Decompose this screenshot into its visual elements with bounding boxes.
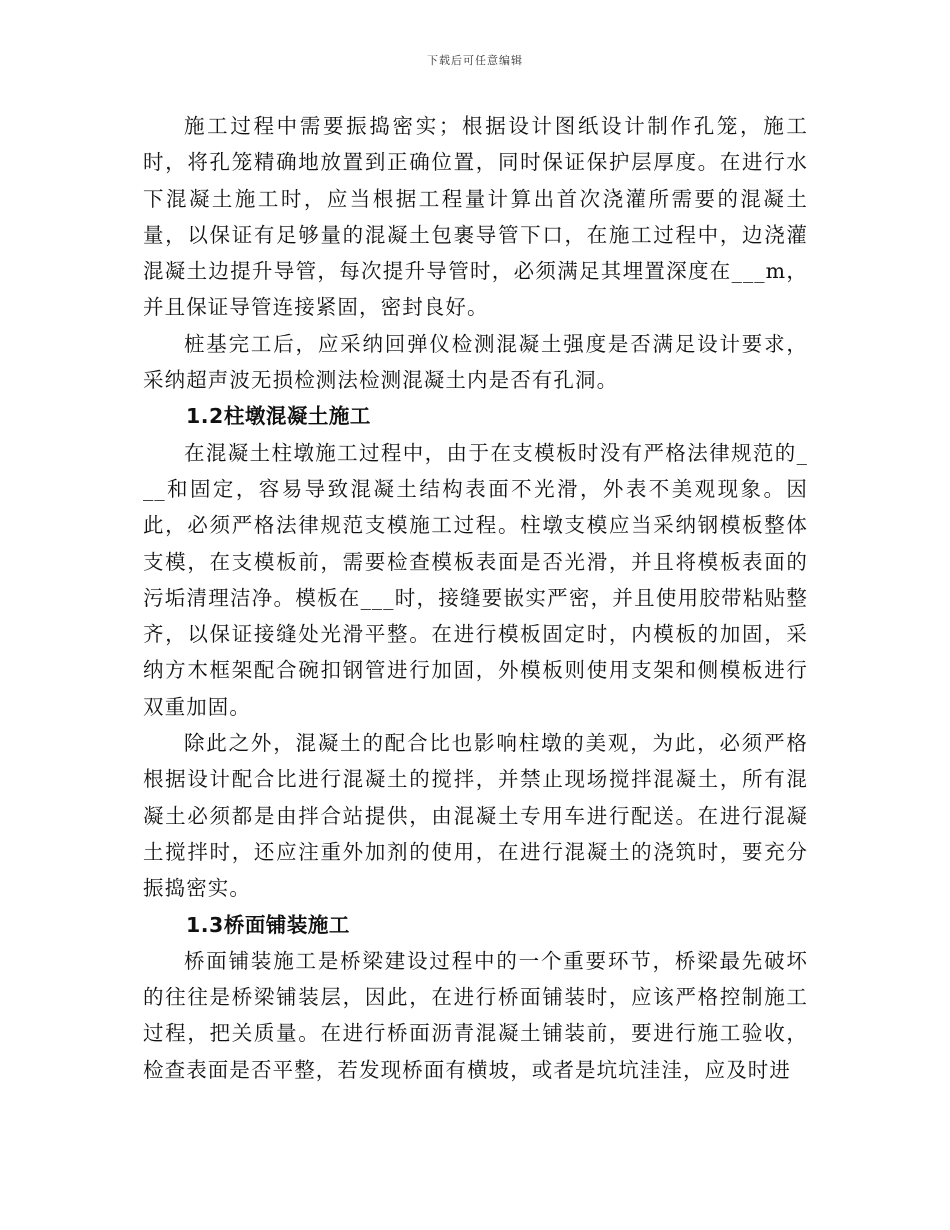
- page-header: 下载后可任意编辑: [427, 54, 523, 67]
- document-body: [143, 108, 808, 1088]
- paragraph-deck-paving: 桥面铺装施工是桥梁建设过程中的一个重要环节，桥梁最先破坏的往往是桥梁铺装层，因此，在进行桥面铺装时，应该严格控制施工过程，把关质量。在进行桥面沥青混凝土铺装前，要进行施工验收，检查表面是否平整，若发现桥面有横坡，或者是坑坑洼洼，应及时进: [143, 948, 808, 1082]
- paragraph-pile-inspection: 桩基完工后，应采纳回弹仪检测混凝土强度是否满足设计要求，采纳超声波无损检测法检测混凝土内是否有孔洞。: [143, 331, 808, 393]
- section-heading-pier-concrete: 1.2柱墩混凝土施工: [186, 404, 371, 429]
- section-heading-deck-paving: 1.3桥面铺装施工: [186, 912, 350, 937]
- paragraph-mix-ratio: 除此之外，混凝土的配合比也影响柱墩的美观，为此，必须严格根据设计配合比进行混凝土的搅拌，并禁止现场搅拌混凝土，所有混凝土必须都是由拌合站提供，由混凝土专用车进行配送。在进行混凝土搅拌时，还应注重外加剂的使用，在进行混凝土的浇筑时，要充分振捣密实。: [143, 731, 808, 901]
- paragraph-drilled-pile-pouring: 施工过程中需要振捣密实；根据设计图纸设计制作孔笼，施工时，将孔笼精确地放置到正确位置，同时保证保护层厚度。在进行水下混凝土施工时，应当根据工程量计算出首次浇灌所需要的混凝土量，以保证有足够量的混凝土包裹导管下口，在施工过程中，边浇灌混凝土边提升导管，每次提升导管时，必须满足其埋置深度在___m，并且保证导管连接紧固，密封良好。: [143, 114, 808, 320]
- paragraph-pier-formwork: 在混凝土柱墩施工过程中，由于在支模板时没有严格法律规范的___和固定，容易导致混凝土结构表面不光滑，外表不美观现象。因此，必须严格法律规范支模施工过程。柱墩支模应当采纳钢模板整体支模，在支模板前，需要检查模板表面是否光滑，并且将模板表面的污垢清理洁净。模板在___时，接缝要嵌实严密，并且使用胶带粘贴整齐，以保证接缝处光滑平整。在进行模板固定时，内模板的加固，采纳方木框架配合碗扣钢管进行加固，外模板则使用支架和侧模板进行双重加固。: [143, 440, 808, 719]
